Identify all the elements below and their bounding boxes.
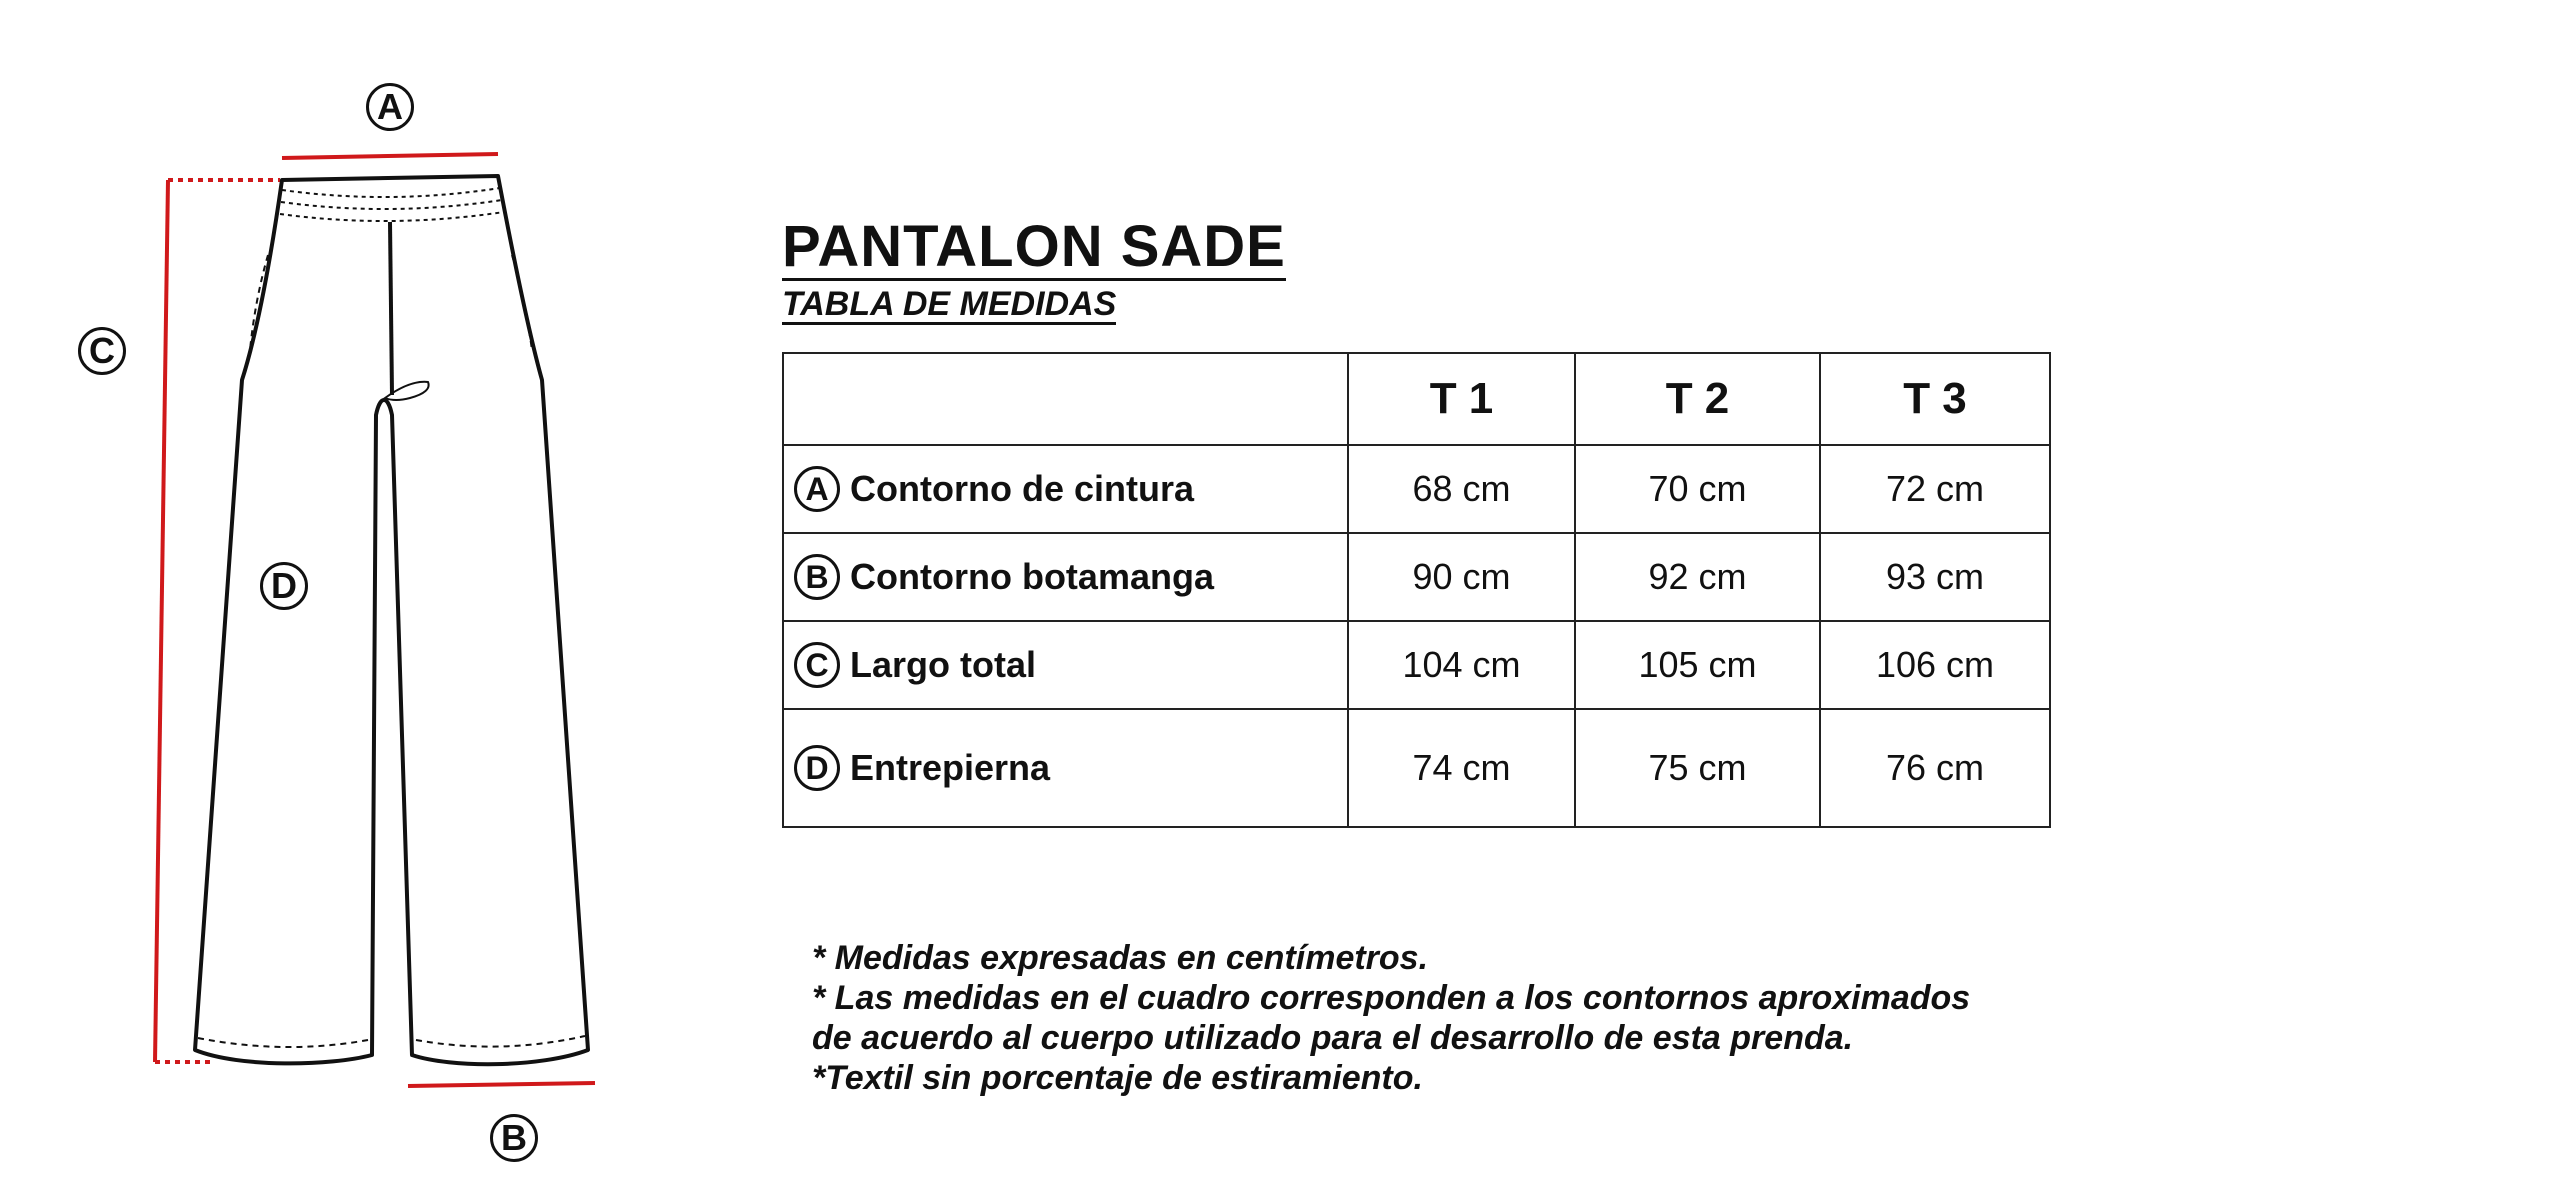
row-label: Contorno de cintura bbox=[850, 468, 1194, 509]
header-size-t3: T 3 bbox=[1820, 353, 2050, 445]
marker-a-icon: A bbox=[794, 466, 840, 512]
pants-diagram bbox=[0, 0, 700, 1177]
marker-b-icon: B bbox=[794, 554, 840, 600]
table-row bbox=[783, 621, 2050, 709]
value-t1: 68 cm bbox=[1348, 445, 1575, 533]
product-title: PANTALON SADE bbox=[782, 214, 1286, 279]
value-t3: 72 cm bbox=[1820, 445, 2050, 533]
header-size-t2: T 2 bbox=[1575, 353, 1820, 445]
pants-drawing bbox=[0, 0, 700, 1177]
row-label-cell bbox=[783, 709, 1348, 827]
notes-block bbox=[812, 938, 2012, 1098]
value-t2: 92 cm bbox=[1575, 533, 1820, 621]
table-subtitle: TABLA DE MEDIDAS bbox=[782, 285, 1117, 323]
marker-c-icon: C bbox=[794, 642, 840, 688]
table-row bbox=[783, 709, 2050, 827]
table-row bbox=[783, 445, 2050, 533]
value-t3: 93 cm bbox=[1820, 533, 2050, 621]
value-t1: 90 cm bbox=[1348, 533, 1575, 621]
value-t2: 70 cm bbox=[1575, 445, 1820, 533]
marker-b-icon: B bbox=[490, 1114, 538, 1162]
note-measurements: * Las medidas en el cuadro corresponden a los contornos aproximados de acuerdo al cuerpo utilizado para el desarrollo de esta prenda. bbox=[812, 979, 1971, 1057]
hem-measure-line bbox=[408, 1083, 595, 1086]
row-label-cell bbox=[783, 445, 1348, 533]
value-t1: 74 cm bbox=[1348, 709, 1575, 827]
waist-measure-line bbox=[282, 154, 498, 158]
value-t3: 106 cm bbox=[1820, 621, 2050, 709]
length-measure-line bbox=[155, 180, 168, 1062]
marker-d-icon: D bbox=[260, 562, 308, 610]
value-t1: 104 cm bbox=[1348, 621, 1575, 709]
header-empty bbox=[783, 353, 1348, 445]
row-label: Entrepierna bbox=[850, 747, 1051, 788]
value-t3: 76 cm bbox=[1820, 709, 2050, 827]
table-header-row bbox=[783, 353, 2050, 445]
marker-d-icon: D bbox=[794, 745, 840, 791]
table-row bbox=[783, 533, 2050, 621]
row-label: Largo total bbox=[850, 644, 1036, 685]
front-seam bbox=[390, 222, 392, 395]
row-label-cell bbox=[783, 621, 1348, 709]
header-size-t1: T 1 bbox=[1348, 353, 1575, 445]
row-label: Contorno botamanga bbox=[850, 556, 1214, 597]
note-units: * Medidas expresadas en centímetros. bbox=[812, 939, 1429, 977]
value-t2: 105 cm bbox=[1575, 621, 1820, 709]
value-t2: 75 cm bbox=[1575, 709, 1820, 827]
note-fabric: *Textil sin porcentaje de estiramiento. bbox=[812, 1059, 1423, 1097]
marker-a-icon: A bbox=[366, 83, 414, 131]
title-block bbox=[782, 214, 1286, 325]
size-table bbox=[782, 352, 2051, 828]
row-label-cell bbox=[783, 533, 1348, 621]
marker-c-icon: C bbox=[78, 327, 126, 375]
